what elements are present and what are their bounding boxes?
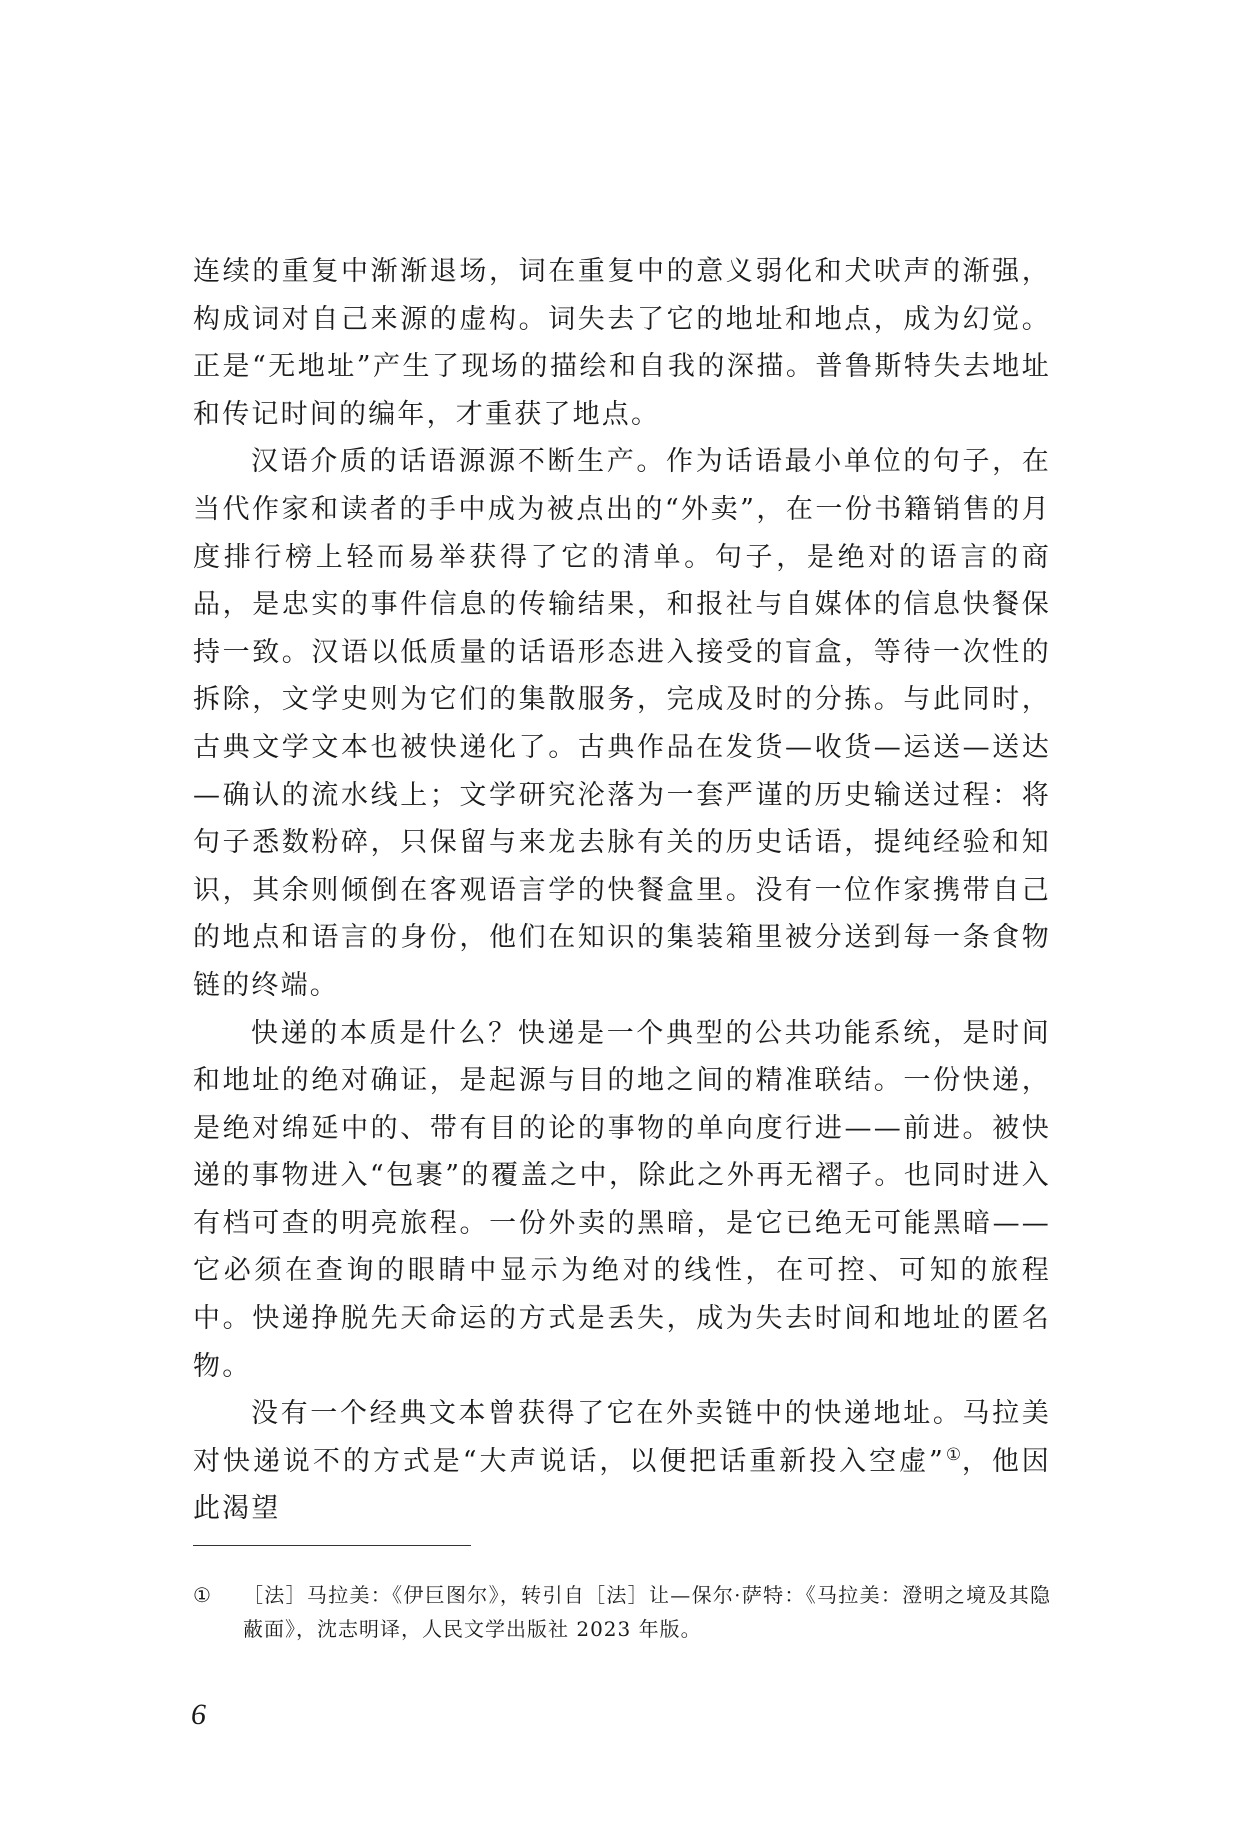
- paragraph-chinese-discourse: 汉语介质的话语源源不断生产。作为话语最小单位的句子，在当代作家和读者的手中成为被点出的“外卖”，在一份书籍销售的月度排行榜上轻而易举获得了它的清单。句子，是绝对的语言的商品，是忠实的事件信息的传输结果，和报社与自媒体的信息快餐保持一致。汉语以低质量的话语形态进入接受的盲盒，等待一次性的拆除，文学史则为它们的集散服务，完成及时的分拣。与此同时，古典文学文本也被快递化了。古典作品在发货—收货—运送—送达—确认的流水线上；文学研究沦落为一套严谨的历史输送过程：将句子悉数粉碎，只保留与来龙去脉有关的历史话语，提纯经验和知识，其余则倾倒在客观语言学的快餐盒里。没有一位作家携带自己的地点和语言的身份，他们在知识的集装箱里被分送到每一条食物链的终端。: [193, 446, 1051, 1001]
- footnote-marker: ①: [193, 1583, 211, 1607]
- page-number: 6: [191, 1698, 206, 1731]
- body-text: [193, 248, 1051, 1533]
- footnote: [193, 1578, 1051, 1646]
- paragraph-continued: 连续的重复中渐渐退场，词在重复中的意义弱化和犬吠声的渐强，构成词对自己来源的虚构。词失去了它的地址和地点，成为幻觉。正是“无地址”产生了现场的描绘和自我的深描。普鲁斯特失去地址和传记时间的编年，才重获了地点。: [193, 256, 1051, 430]
- paragraph-mallarme-tail: ，他因此渴望: [193, 1445, 1051, 1525]
- footnote-reference[interactable]: ①: [945, 1444, 962, 1465]
- paragraph-express-essence: 快递的本质是什么？快递是一个典型的公共功能系统，是时间和地址的绝对确证，是起源与目的地之间的精准联结。一份快递，是绝对绵延中的、带有目的论的事物的单向度行进——前进。被快递的事物进入“包裹”的覆盖之中，除此之外再无褶子。也同时进入有档可查的明亮旅程。一份外卖的黑暗，是它已绝无可能黑暗——它必须在查询的眼睛中显示为绝对的线性，在可控、可知的旅程中。快递挣脱先天命运的方式是丢失，成为失去时间和地址的匿名物。: [193, 1017, 1051, 1382]
- footnote-divider: [193, 1545, 471, 1546]
- paragraph-mallarme: [193, 1390, 1051, 1533]
- footnote-text: ［法］马拉美：《伊巨图尔》，转引自［法］让—保尔·萨特：《马拉美：澄明之境及其隐蔽面》，沈志明译，人民文学出版社 2023 年版。: [243, 1583, 1051, 1641]
- paragraph-mallarme-text: 没有一个经典文本曾获得了它在外卖链中的快递地址。马拉美对快递说不的方式是“大声说话，以便把话重新投入空虚”: [193, 1398, 1051, 1477]
